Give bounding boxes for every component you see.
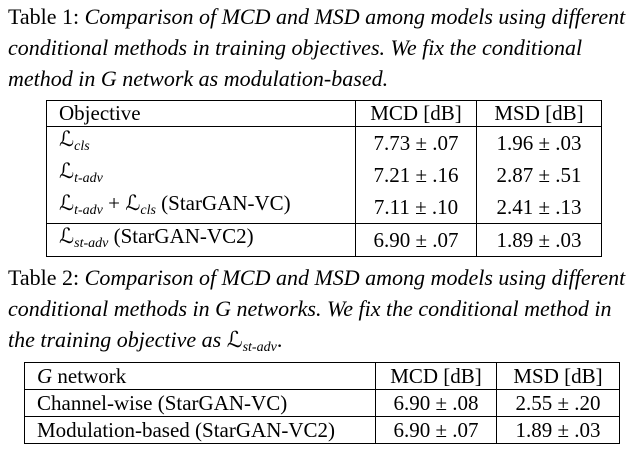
table2-header-msd: MSD [dB]	[497, 363, 620, 390]
mcd-cell: 7.73 ± .07	[356, 127, 477, 160]
table1-caption	[8, 1, 628, 94]
table1-caption-text: Comparison of MCD and MSD among models using different conditional methods in training objectives. We fix the conditional method in G network as modulation-based.	[8, 4, 626, 91]
msd-cell: 1.89 ± .03	[477, 224, 602, 257]
mcd-cell: 6.90 ± .07	[376, 417, 497, 444]
msd-cell: 2.55 ± .20	[515, 390, 601, 415]
caption-period: .	[276, 327, 283, 352]
table-row	[47, 224, 602, 257]
table-row	[25, 417, 620, 444]
table1-label: Table 1:	[8, 4, 80, 29]
table2-caption	[8, 262, 628, 363]
network-cell: Modulation-based (StarGAN-VC2)	[25, 417, 376, 444]
objective-cell: ℒ$_{t-adv}$	[47, 159, 356, 191]
table2-label: Table 2:	[8, 265, 80, 290]
mcd-cell: 6.90 ± .08	[376, 390, 497, 417]
table-row	[47, 159, 602, 191]
table1-header-msd: MSD [dB]	[477, 101, 602, 127]
msd-cell: 1.89 ± .03	[497, 417, 620, 444]
msd-cell: 2.41 ± .13	[496, 194, 582, 219]
table2-header-mcd: MCD [dB]	[376, 363, 497, 390]
objective-cell: ℒ$_{t-adv}$ + ℒ$_{cls}$ (StarGAN-VC)	[47, 191, 356, 224]
table1-header-row	[47, 101, 602, 127]
objective-cell: ℒ$_{cls}$	[47, 127, 356, 160]
table2-header-network: G network	[25, 363, 376, 390]
table2-caption-text: Comparison of MCD and MSD among models using different conditional methods in G networks. We fix the conditional method in the training objective as	[8, 265, 626, 352]
table2	[24, 362, 620, 444]
msd-cell: 2.87 ± .51	[496, 162, 582, 187]
table-row	[47, 127, 602, 160]
table-row	[47, 191, 602, 224]
table1-header-mcd: MCD [dB]	[356, 101, 477, 127]
mcd-cell: 6.90 ± .07	[356, 224, 477, 257]
table1-header-objective: Objective	[47, 101, 356, 127]
table-row	[25, 390, 620, 417]
network-cell: Channel-wise (StarGAN-VC)	[25, 390, 376, 417]
table2-header-row	[25, 363, 620, 390]
caption-loss-sub: st-adv	[242, 340, 277, 355]
objective-cell: ℒ$_{st-adv}$ (StarGAN-VC2)	[47, 224, 356, 257]
msd-cell: 1.96 ± .03	[496, 130, 582, 155]
mcd-cell: 7.11 ± .10	[356, 191, 477, 224]
mcd-cell: 7.21 ± .16	[356, 159, 477, 191]
caption-loss-symbol: ℒ	[226, 328, 243, 353]
table1	[46, 100, 602, 257]
